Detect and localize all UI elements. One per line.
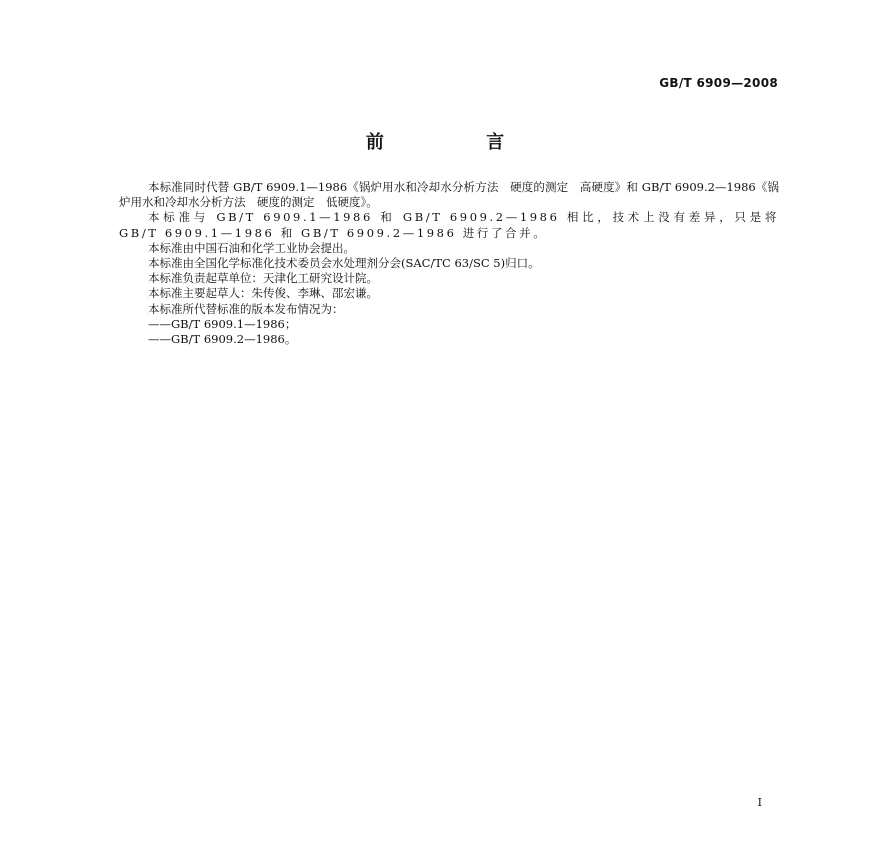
paragraph-differences: 本标准与 GB/T 6909.1—1986 和 GB/T 6909.2—1986 相比，技术上没有差异，只是将 GB/T 6909.1—1986 和 GB/T 6909.2—1986 进行了合并。: [119, 210, 779, 240]
replaced-versions-list: [119, 317, 779, 347]
list-item: ——GB/T 6909.2—1986。: [148, 332, 297, 347]
foreword-body: [119, 180, 779, 347]
paragraph-version-history: 本标准所代替标准的版本发布情况为：: [148, 301, 344, 316]
paragraph-replacement: 本标准同时代替 GB/T 6909.1—1986《锅炉用水和冷却水分析方法 硬度的测定 高硬度》和 GB/T 6909.2—1986《锅炉用水和冷却水分析方法 硬度的测定 低硬度》。: [119, 180, 779, 210]
paragraph-drafting-unit: 本标准负责起草单位：天津化工研究设计院。: [148, 271, 378, 286]
page-number: I: [757, 796, 762, 809]
paragraph-committee: 本标准由全国化学标准化技术委员会水处理剂分会(SAC/TC 63/SC 5)归口。: [148, 256, 540, 271]
paragraph-drafters: 本标准主要起草人：朱传俊、李琳、邵宏谦。: [148, 286, 378, 301]
list-item: ——GB/T 6909.1—1986；: [148, 316, 297, 331]
paragraph-proposer: 本标准由中国石油和化学工业协会提出。: [148, 240, 355, 255]
standard-number: GB/T 6909—2008: [659, 76, 778, 90]
page-title: 前 言: [365, 132, 553, 153]
